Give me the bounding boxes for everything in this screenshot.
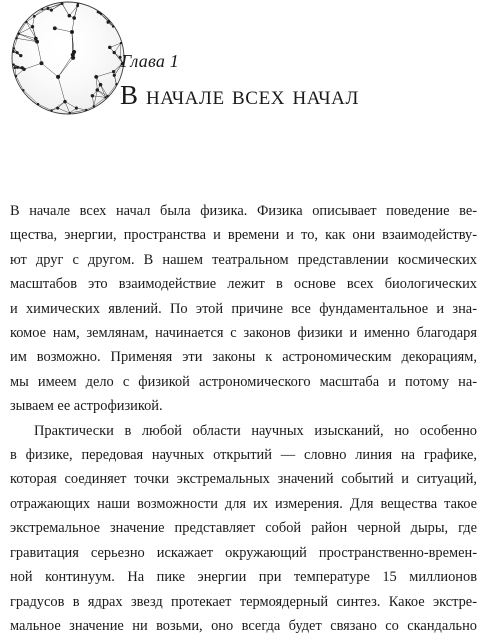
globe-node xyxy=(94,75,98,79)
globe-node xyxy=(56,107,59,110)
globe-node xyxy=(31,25,34,28)
globe-node xyxy=(16,51,19,54)
chapter-title: В начале всех начал xyxy=(120,80,359,111)
globe-node xyxy=(50,109,52,111)
globe-node xyxy=(18,33,21,36)
text-line: в физике, передовая научных открытий — словно линия на графике, xyxy=(10,443,477,467)
text-line: которая соединяет точки экстремальных значений событий и ситуаций, xyxy=(10,467,477,491)
globe-node xyxy=(40,61,44,65)
globe-node xyxy=(104,96,106,98)
globe-node xyxy=(69,112,71,114)
globe-node xyxy=(12,50,14,52)
globe-node xyxy=(50,9,53,12)
globe-node xyxy=(93,105,95,107)
text-line: комое нам, землянам, начинается с законов физики и именно благодаря xyxy=(10,321,477,345)
text-line: гравитация серьезно искажает окружающий пространственно-времен- xyxy=(10,541,477,565)
globe-node xyxy=(63,100,67,104)
globe-node xyxy=(71,53,75,57)
text-line: градусов в ядрах звезд протекает термоядерный синтез. Какое экстре- xyxy=(10,590,477,614)
globe-node xyxy=(19,54,22,57)
globe-node xyxy=(112,70,115,73)
text-line: зываем ее астрофизикой. xyxy=(10,394,477,418)
text-line: и химических явлений. По этой причине все фундаментальное и зна- xyxy=(10,297,477,321)
globe-node xyxy=(106,95,108,97)
globe-node xyxy=(13,47,15,49)
text-line: масштабов это взаимодействие лежит в основе всех биологических xyxy=(10,272,477,296)
globe-node xyxy=(15,37,17,39)
text-line: мальное значение ни возьми, оно всегда будет связано со скандально xyxy=(10,614,477,638)
text-line: ют друг с другом. В нашем театральном представлении космических xyxy=(10,248,477,272)
globe-node xyxy=(12,63,15,66)
globe-node xyxy=(53,26,57,30)
globe-node xyxy=(56,75,60,79)
globe-node xyxy=(96,88,100,92)
globe-node xyxy=(47,7,50,10)
globe-node xyxy=(34,37,38,41)
globe-node xyxy=(97,11,100,14)
globe-node xyxy=(72,16,76,20)
globe-node xyxy=(41,8,43,10)
text-line: В начале всех начал была физика. Физика описывает поведение ве- xyxy=(10,199,477,223)
text-line: экстремальное значение представляет собой район черной дыры, где xyxy=(10,516,477,540)
globe-node xyxy=(85,109,87,111)
globe-node xyxy=(16,66,19,69)
globe-node xyxy=(91,94,94,97)
globe-node xyxy=(112,25,114,27)
globe-node xyxy=(37,103,39,105)
globe-node xyxy=(108,46,112,50)
chapter-label: Глава 1 xyxy=(121,51,179,72)
text-line: ной континуум. На пике энергии при температуре 15 миллионов xyxy=(10,565,477,589)
globe-node xyxy=(100,13,102,15)
text-line: мы имеем дело с физикой астрономического масштаба и потому на- xyxy=(10,370,477,394)
text-line: Практически в любой области научных изысканий, но особенно xyxy=(10,419,477,443)
paragraph-2 xyxy=(10,419,477,638)
globe-node xyxy=(120,42,122,44)
globe-node xyxy=(25,21,27,23)
globe-node xyxy=(99,83,103,87)
globe-node xyxy=(14,66,17,69)
globe-node xyxy=(68,14,72,18)
globe-node xyxy=(113,74,116,77)
text-line: им возможно. Применяя эти законы к астрономическим декорациям, xyxy=(10,345,477,369)
globe-node xyxy=(115,83,117,85)
text-line: щества, энергии, пространства и времени и то, как они взаимодейству- xyxy=(10,223,477,247)
text-line: отражающих наши возможности для их измерения. Для вещества такое xyxy=(10,492,477,516)
globe-node xyxy=(108,20,110,22)
paragraph-1 xyxy=(10,199,477,419)
body-text xyxy=(10,199,477,638)
globe-node xyxy=(70,30,74,34)
network-globe-icon xyxy=(10,0,126,116)
globe-node xyxy=(113,51,116,54)
globe-node xyxy=(61,2,63,4)
globe-node xyxy=(33,15,36,18)
globe-node xyxy=(22,68,25,71)
globe-node xyxy=(15,75,17,77)
globe-node xyxy=(77,3,79,5)
globe-node xyxy=(75,107,78,110)
globe-node xyxy=(22,89,24,91)
